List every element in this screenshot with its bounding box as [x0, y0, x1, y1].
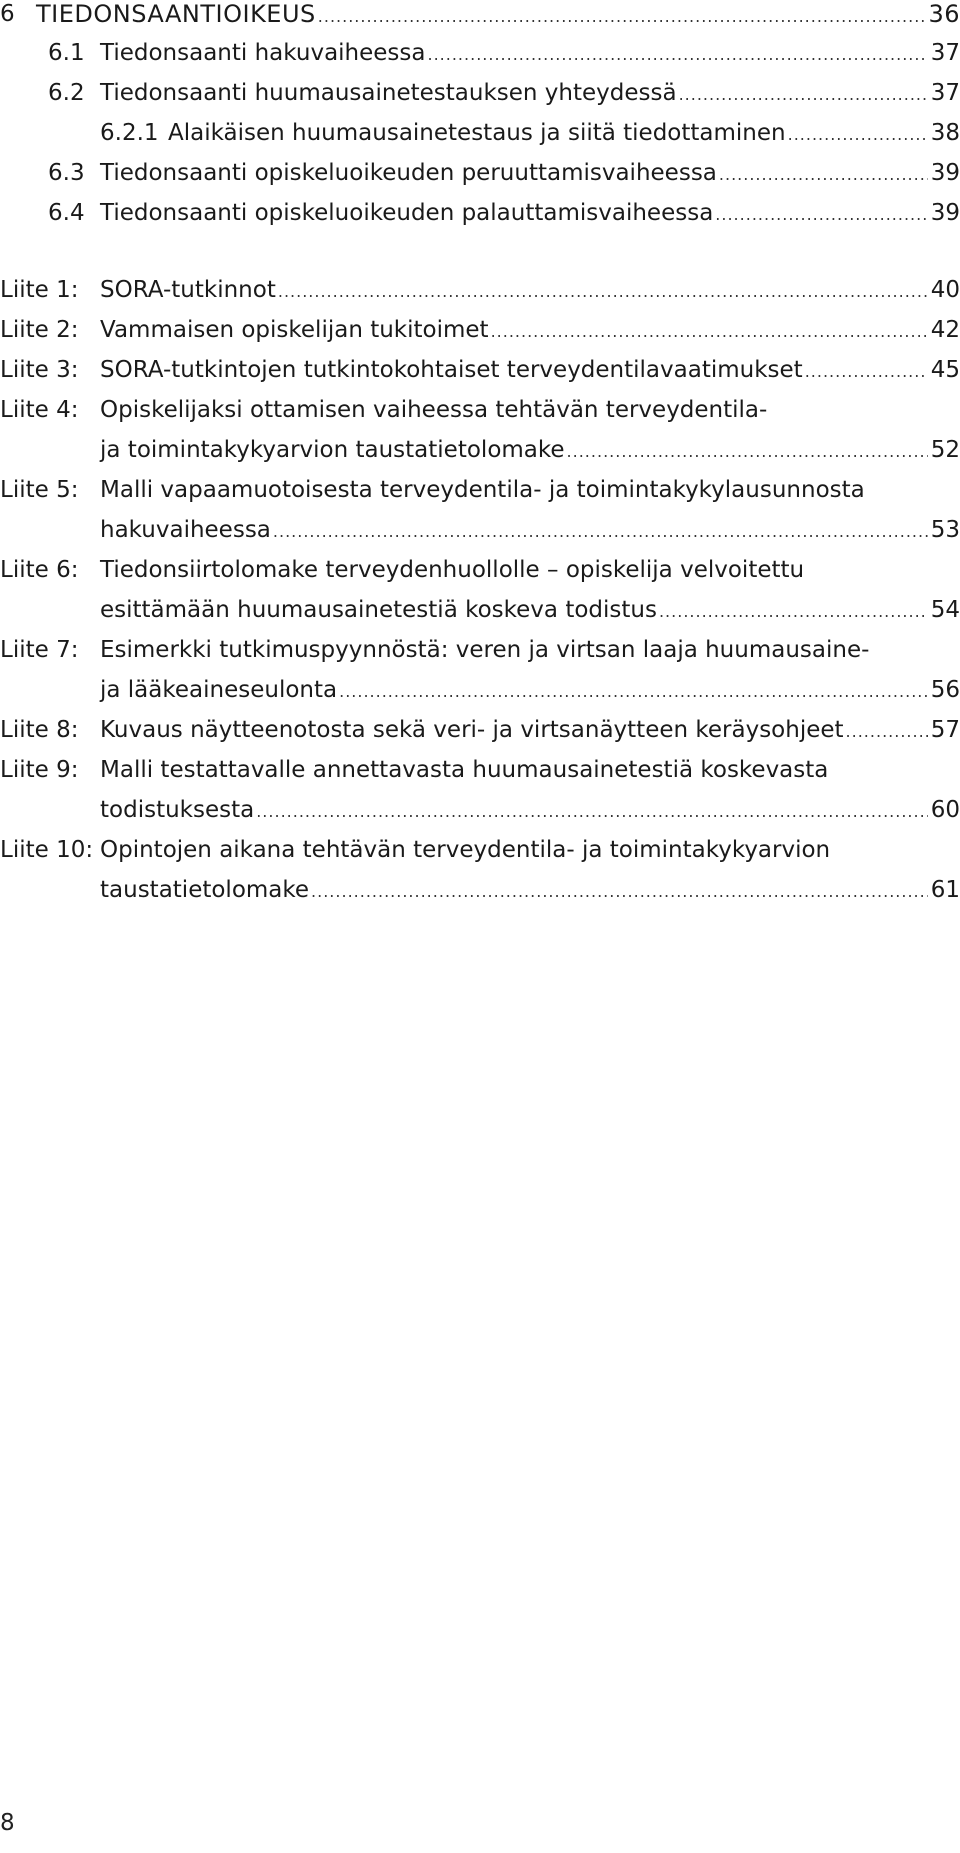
appendix-title-line: hakuvaiheessa: [100, 517, 271, 543]
chapter-number: 6: [0, 1, 16, 27]
page-number: 36: [928, 0, 960, 28]
dot-leader: [256, 792, 928, 832]
toc-section-entry[interactable]: [0, 153, 960, 193]
appendix-title: Kuvaus näytteenotosta sekä veri- ja virtsanäytteen keräysohjeet: [100, 717, 844, 743]
toc-section-entry[interactable]: [0, 33, 960, 73]
dot-leader: [719, 155, 928, 195]
page-number: 53: [930, 517, 960, 543]
appendix-label: Liite 5:: [0, 477, 79, 503]
toc-appendix-entry-continuation[interactable]: [0, 790, 960, 830]
dot-leader: [567, 432, 928, 472]
footer-page-number: 8: [0, 1810, 15, 1836]
toc-appendix-entry-continuation[interactable]: [0, 870, 960, 910]
appendix-title-line: Opiskelijaksi ottamisen vaiheessa tehtävän terveydentila-: [100, 397, 768, 423]
dot-leader: [805, 352, 928, 392]
toc-appendix-entry[interactable]: [0, 710, 960, 750]
section-title: Tiedonsaanti hakuvaiheessa: [100, 40, 426, 66]
appendix-title: SORA-tutkintojen tutkintokohtaiset terveydentilavaatimukset: [100, 357, 803, 383]
page-number: 56: [930, 677, 960, 703]
page-number: 52: [930, 437, 960, 463]
dot-leader: [428, 35, 928, 75]
chapter-title: TIEDONSAANTIOIKEUS: [36, 0, 316, 28]
appendix-label: Liite 8:: [0, 717, 79, 743]
dot-leader: [273, 512, 928, 552]
dot-leader: [278, 272, 928, 312]
toc-subsection-entry[interactable]: [0, 113, 960, 153]
appendix-title-line: Tiedonsiirtolomake terveydenhuollolle – opiskelija velvoitettu: [100, 557, 805, 583]
dot-leader: [659, 592, 928, 632]
dot-leader: [715, 195, 927, 235]
section-number: 6.4: [48, 200, 85, 226]
page-number: 40: [930, 277, 960, 303]
section-title: Tiedonsaanti opiskeluoikeuden palauttamisvaiheessa: [100, 200, 714, 226]
page-number: 39: [930, 200, 960, 226]
toc-section-entry[interactable]: [0, 73, 960, 113]
section-number: 6.1: [48, 40, 85, 66]
appendix-title-line: ja lääkeaineseulonta: [100, 677, 338, 703]
dot-leader: [679, 75, 928, 115]
dot-leader: [318, 0, 926, 37]
toc-section-entry[interactable]: [0, 193, 960, 233]
page-number: 37: [930, 80, 960, 106]
page-number: 45: [930, 357, 960, 383]
page-number: 60: [930, 797, 960, 823]
toc-chapter-entry[interactable]: [0, 0, 960, 34]
toc-appendix-entry-continuation[interactable]: [0, 510, 960, 550]
page-number: 39: [930, 160, 960, 186]
appendix-title-line: Esimerkki tutkimuspyynnöstä: veren ja virtsan laaja huumausaine-: [100, 637, 870, 663]
appendix-title: SORA-tutkinnot: [100, 277, 276, 303]
toc-appendix-entry[interactable]: [0, 830, 960, 870]
dot-leader: [339, 672, 928, 712]
appendix-label: Liite 4:: [0, 397, 79, 423]
dot-leader: [311, 872, 928, 912]
appendix-title-line: taustatietolomake: [100, 877, 310, 903]
appendix-title-line: ja toimintakykyarvion taustatietolomake: [100, 437, 565, 463]
appendix-title: Vammaisen opiskelijan tukitoimet: [100, 317, 489, 343]
appendix-title-line: Opintojen aikana tehtävän terveydentila- ja toimintakykyarvion: [100, 837, 831, 863]
section-title: Tiedonsaanti opiskeluoikeuden peruuttamisvaiheessa: [100, 160, 717, 186]
section-title: Tiedonsaanti huumausainetestauksen yhteydessä: [100, 80, 677, 106]
toc-appendix-entry[interactable]: [0, 470, 960, 510]
appendix-label: Liite 7:: [0, 637, 79, 663]
dot-leader: [846, 712, 928, 752]
appendix-title-line: Malli testattavalle annettavasta huumausainetestiä koskevasta: [100, 757, 829, 783]
section-number: 6.3: [48, 160, 85, 186]
appendix-title-line: esittämään huumausainetestiä koskeva todistus: [100, 597, 657, 623]
page-number: 57: [930, 717, 960, 743]
appendix-label: Liite 9:: [0, 757, 79, 783]
subsection-title: Alaikäisen huumausainetestaus ja siitä tiedottaminen: [168, 120, 786, 146]
page-number: 37: [930, 40, 960, 66]
toc-appendix-entry[interactable]: [0, 630, 960, 670]
page-number: 38: [930, 120, 960, 146]
toc-appendix-entry[interactable]: [0, 750, 960, 790]
subsection-number: 6.2.1: [100, 120, 159, 146]
appendix-label: Liite 3:: [0, 357, 79, 383]
toc-appendix-entry[interactable]: [0, 350, 960, 390]
toc-appendix-entry-continuation[interactable]: [0, 590, 960, 630]
toc-appendix-entry[interactable]: [0, 270, 960, 310]
page-number: 54: [930, 597, 960, 623]
appendix-title-line: Malli vapaamuotoisesta terveydentila- ja toimintakykylausunnosta: [100, 477, 865, 503]
section-number: 6.2: [48, 80, 85, 106]
appendix-label: Liite 1:: [0, 277, 79, 303]
dot-leader: [788, 115, 928, 155]
dot-leader: [491, 312, 928, 352]
toc-appendix-entry-continuation[interactable]: [0, 670, 960, 710]
toc-appendix-entry[interactable]: [0, 390, 960, 430]
appendix-title-line: todistuksesta: [100, 797, 255, 823]
page-number: 61: [930, 877, 960, 903]
page-number: 42: [930, 317, 960, 343]
appendix-label: Liite 2:: [0, 317, 79, 343]
appendix-label: Liite 10:: [0, 837, 94, 863]
toc-appendix-entry[interactable]: [0, 550, 960, 590]
toc-appendix-entry[interactable]: [0, 310, 960, 350]
toc-appendix-entry-continuation[interactable]: [0, 430, 960, 470]
appendix-label: Liite 6:: [0, 557, 79, 583]
